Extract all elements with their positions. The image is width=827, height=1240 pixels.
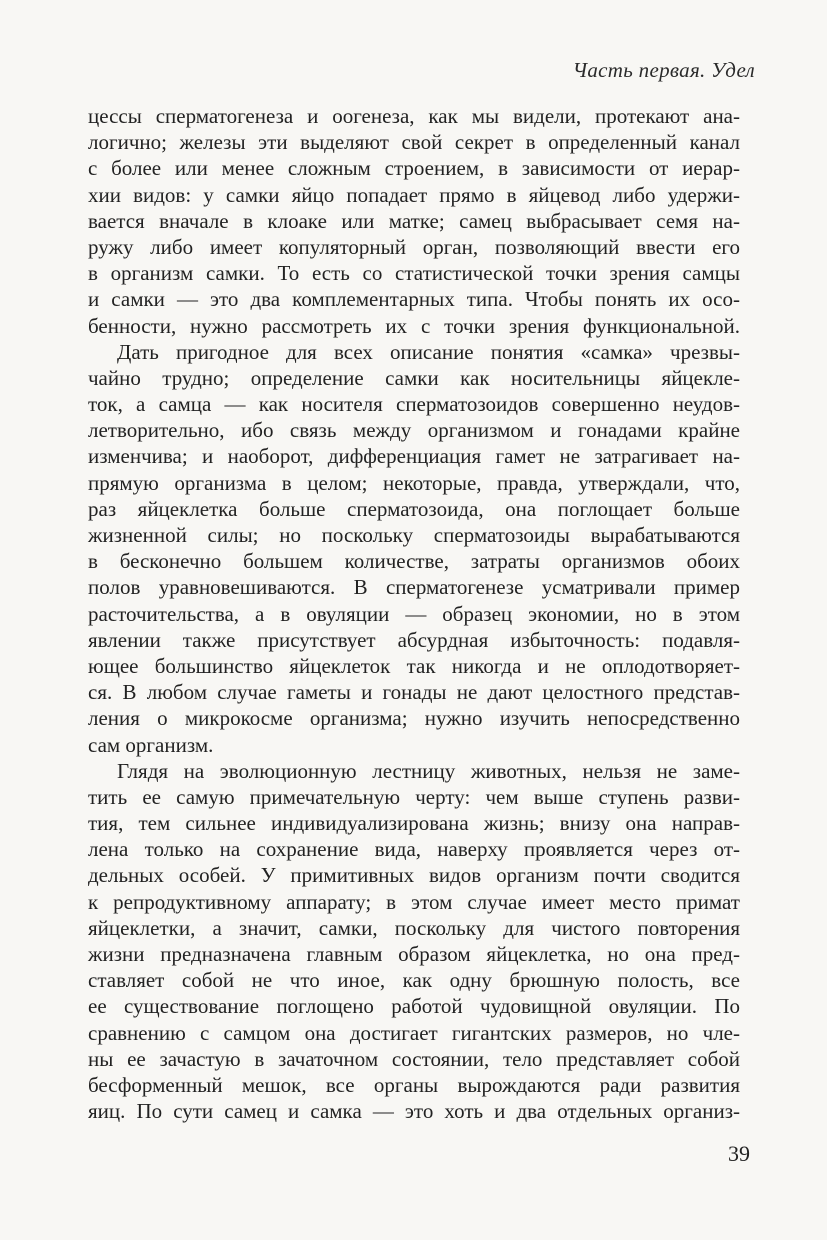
- text-line: ны ее зачастую в зачаточном состоянии, тело представляет собой: [88, 1046, 740, 1071]
- text-line: тить ее самую примечательную черту: чем выше ступень разви-: [88, 784, 740, 809]
- text-line: вается вначале в клоаке или матке; самец выбрасывает семя на-: [88, 208, 740, 233]
- text-line: хии видов: у самки яйцо попадает прямо в яйцевод либо удержи-: [88, 182, 740, 207]
- text-line: к репродуктивному аппарату; в этом случае имеет место примат: [88, 889, 740, 914]
- running-head: Часть первая. Удел: [572, 58, 755, 82]
- paragraph-2: [88, 339, 740, 758]
- text-line: и самки — это два комплементарных типа. Чтобы понять их осо-: [88, 287, 740, 312]
- text-line: бенности, нужно рассмотреть их с точки зрения функциональной.: [88, 313, 740, 338]
- text-line: лена только на сохранение вида, наверху проявляется через от-: [88, 837, 740, 862]
- text-line: чайно трудно; определение самки как носительницы яйцекле-: [88, 365, 740, 390]
- text-line: яиц. По сути самец и самка — это хоть и два отдельных организ-: [88, 1099, 740, 1124]
- text-line: дельных особей. У примитивных видов организм почти сводится: [88, 863, 740, 888]
- text-line: раз яйцеклетка больше сперматозоида, она поглощает больше: [88, 496, 740, 521]
- text-line: изменчива; и наоборот, дифференциация гамет не затрагивает на-: [88, 444, 740, 469]
- text-line: жизненной силы; но поскольку сперматозоиды вырабатываются: [88, 523, 740, 547]
- page-body-text: [88, 103, 740, 1124]
- text-line: логично; железы эти выделяют свой секрет в определенный канал: [88, 130, 740, 155]
- text-line: Глядя на эволюционную лестницу животных, нельзя не заме-: [117, 758, 740, 783]
- text-line: жизни предназначена главным образом яйцеклетка, но она пред-: [88, 942, 740, 966]
- text-line: яйцеклетки, а значит, самки, поскольку для чистого повторения: [88, 915, 740, 940]
- text-line: явлении также присутствует абсурдная избыточность: подавля-: [88, 627, 740, 652]
- text-line: тия, тем сильнее индивидуализирована жизнь; внизу она направ-: [88, 811, 740, 836]
- paragraph-1: [88, 103, 740, 339]
- page-number: 39: [728, 1141, 750, 1166]
- text-line: сам организм.: [88, 732, 214, 757]
- text-line: ток, а самца — как носителя сперматозоидов совершенно неудов-: [88, 392, 740, 417]
- text-line: прямую организма в целом; некоторые, правда, утверждали, что,: [88, 470, 740, 495]
- text-line: ления о микрокосме организма; нужно изучить непосредственно: [88, 706, 740, 731]
- text-line: в бесконечно большем количестве, затраты организмов обоих: [88, 549, 740, 574]
- text-line: с более или менее сложным строением, в зависимости от иерар-: [88, 156, 740, 181]
- text-line: ее существование поглощено работой чудовищной овуляции. По: [88, 994, 740, 1019]
- text-line: цессы сперматогенеза и оогенеза, как мы видели, протекают ана-: [88, 104, 740, 128]
- text-line: ружу либо имеет копуляторный орган, позволяющий ввести его: [88, 234, 740, 259]
- paragraph-3: [88, 758, 740, 1125]
- text-line: расточительства, а в овуляции — образец экономии, но в этом: [88, 601, 740, 626]
- text-line: бесформенный мешок, все органы вырождаются ради развития: [88, 1072, 740, 1097]
- text-line: летворительно, ибо связь между организмом и гонадами крайне: [88, 418, 740, 443]
- text-line: ся. В любом случае гаметы и гонады не дают целостного представ-: [88, 680, 740, 705]
- text-line: Дать пригодное для всех описание понятия «самка» чрезвы-: [117, 339, 740, 364]
- text-line: в организм самки. То есть со статистической точки зрения самцы: [88, 261, 740, 286]
- text-line: сравнению с самцом она достигает гигантских размеров, но чле-: [88, 1020, 740, 1045]
- text-line: ющее большинство яйцеклеток так никогда и не оплодотворяет-: [88, 653, 740, 678]
- text-line: полов уравновешиваются. В сперматогенезе усматривали пример: [88, 575, 740, 600]
- text-line: ставляет собой не что иное, как одну брюшную полость, все: [88, 968, 740, 993]
